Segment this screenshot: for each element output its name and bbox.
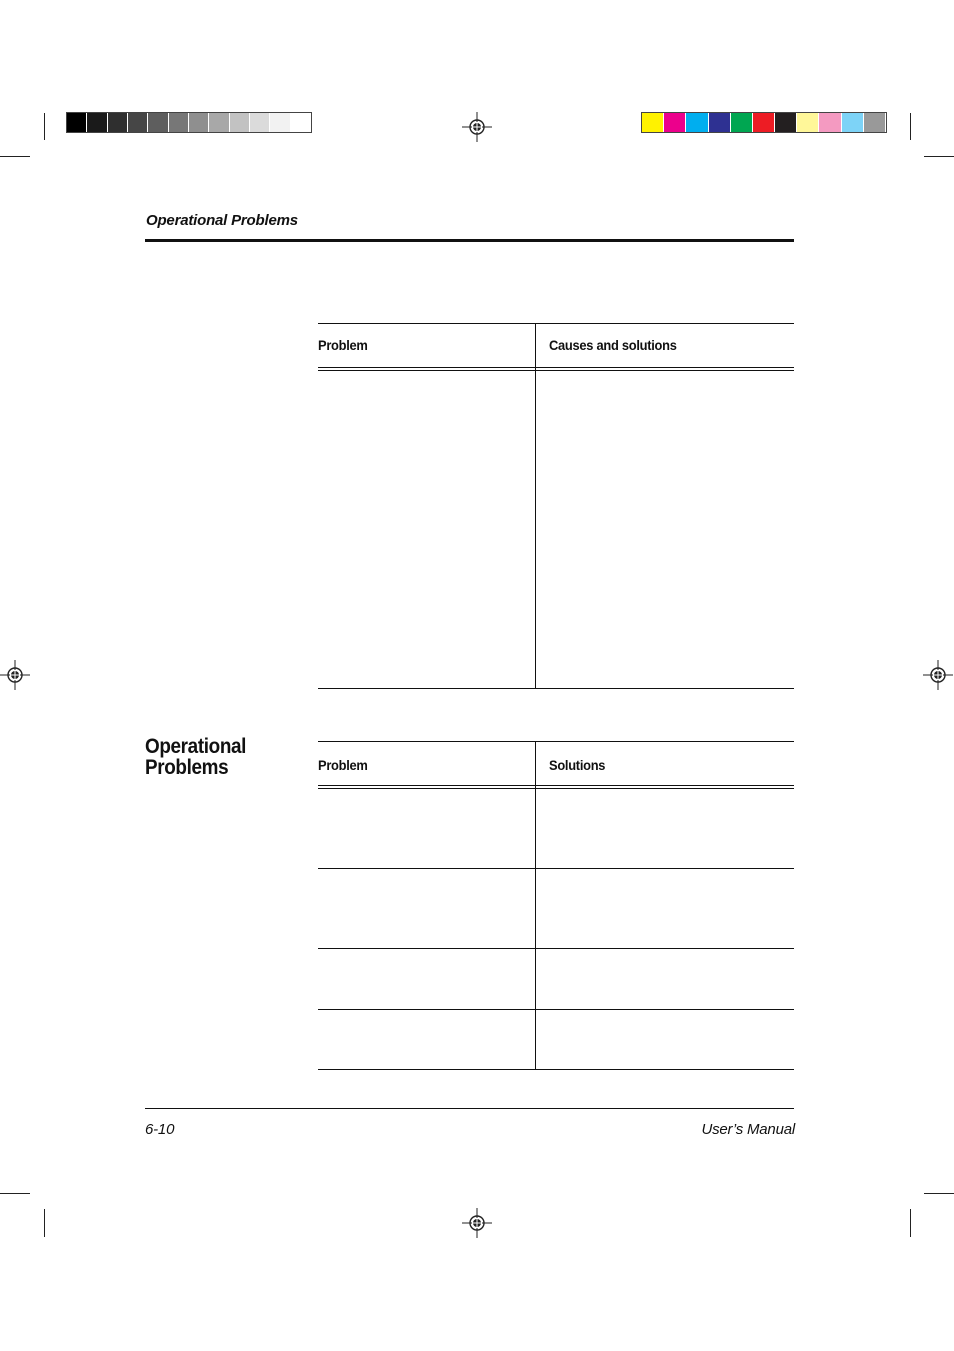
- gray-swatch: [209, 113, 229, 132]
- color-swatch: [864, 113, 886, 132]
- gray-swatch: [87, 113, 107, 132]
- table2-bottom-rule: [318, 1069, 794, 1070]
- table2-header-rule-lower: [318, 788, 794, 789]
- footer-manual-title: User’s Manual: [701, 1121, 795, 1138]
- table2-row-rule-2: [318, 948, 794, 949]
- color-swatch: [842, 113, 864, 132]
- color-calibration-bar: [641, 112, 887, 133]
- running-header-title: Operational Problems: [146, 212, 298, 229]
- color-swatch: [797, 113, 819, 132]
- table2-row-rule-3: [318, 1009, 794, 1010]
- table1-bottom-rule: [318, 688, 794, 689]
- crop-mark-top-left-vertical: [44, 113, 45, 140]
- grayscale-calibration-bar: [66, 112, 312, 133]
- color-swatch: [642, 113, 664, 132]
- color-swatch: [731, 113, 753, 132]
- table2-header-rule-upper: [318, 785, 794, 786]
- registration-mark-left-icon: [0, 660, 30, 690]
- gray-swatch: [230, 113, 250, 132]
- crop-mark-bottom-right-horizontal: [924, 1193, 954, 1194]
- table1-column-divider: [535, 323, 536, 688]
- gray-swatch: [250, 113, 270, 132]
- color-swatch: [686, 113, 708, 132]
- table2-top-rule: [318, 741, 794, 742]
- gray-swatch: [270, 113, 290, 132]
- section-title: [145, 736, 246, 778]
- section-title-line1: Operational: [145, 735, 247, 758]
- table2-column-divider: [535, 741, 536, 1069]
- gray-swatch: [108, 113, 128, 132]
- registration-mark-right-icon: [923, 660, 953, 690]
- table1-top-rule: [318, 323, 794, 324]
- section-title-line2: Problems: [145, 756, 229, 779]
- gray-swatch: [291, 113, 311, 132]
- table2-row-rule-1: [318, 868, 794, 869]
- table1-header-causes-solutions: Causes and solutions: [549, 337, 677, 353]
- gray-swatch: [128, 113, 148, 132]
- crop-mark-bottom-left-horizontal: [0, 1193, 30, 1194]
- color-swatch: [709, 113, 731, 132]
- footer-page-number: 6-10: [145, 1121, 175, 1138]
- crop-mark-bottom-right-vertical: [910, 1209, 911, 1237]
- crop-mark-top-right-horizontal: [924, 156, 954, 157]
- gray-swatch: [189, 113, 209, 132]
- crop-mark-top-left-horizontal: [0, 156, 30, 157]
- color-swatch: [753, 113, 775, 132]
- color-swatch: [664, 113, 686, 132]
- crop-mark-top-right-vertical: [910, 113, 911, 140]
- footer-rule: [145, 1108, 794, 1109]
- gray-swatch: [148, 113, 168, 132]
- registration-mark-top-icon: [462, 112, 492, 142]
- color-swatch: [819, 113, 841, 132]
- crop-mark-bottom-left-vertical: [44, 1209, 45, 1237]
- color-swatch: [775, 113, 797, 132]
- table2-header-problem: Problem: [318, 757, 368, 773]
- table1-header-rule-lower: [318, 370, 794, 371]
- gray-swatch: [169, 113, 189, 132]
- table1-header-rule-upper: [318, 367, 794, 368]
- table2-header-solutions: Solutions: [549, 757, 606, 773]
- table1-header-problem: Problem: [318, 337, 368, 353]
- registration-mark-bottom-icon: [462, 1208, 492, 1238]
- header-rule: [145, 239, 794, 242]
- gray-swatch: [67, 113, 87, 132]
